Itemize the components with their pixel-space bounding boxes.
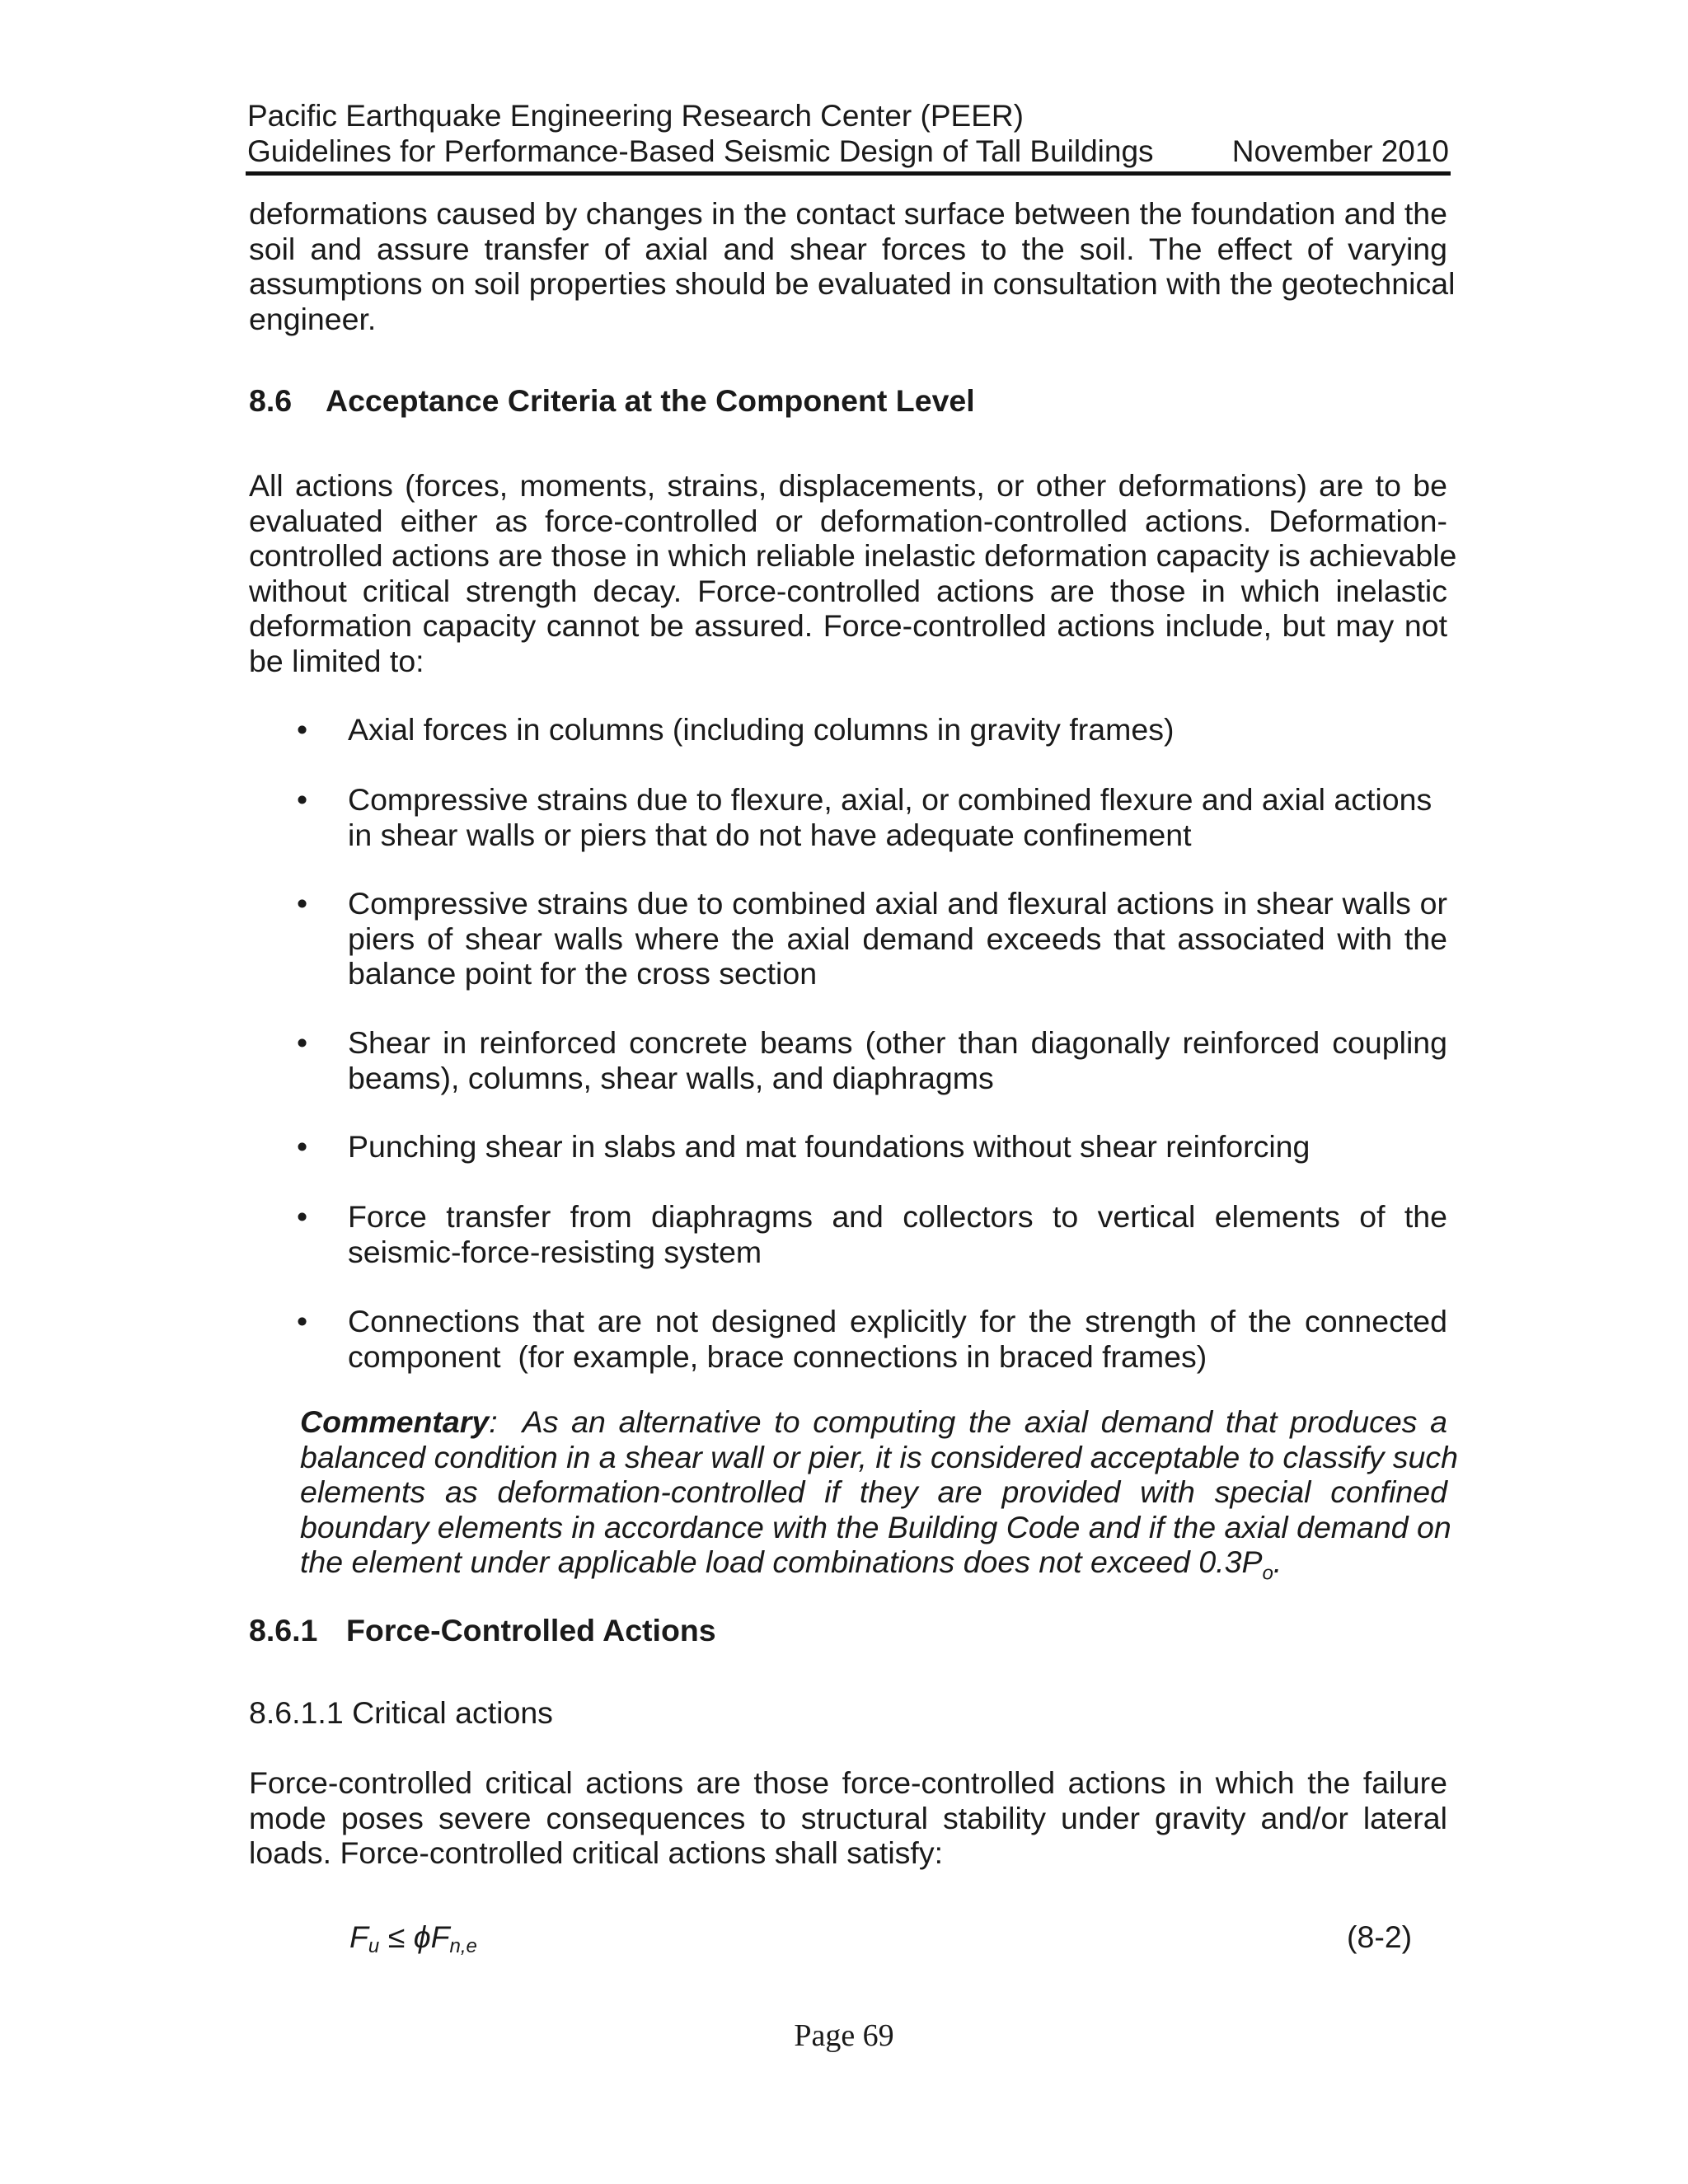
text-line: Compressive strains due to flexure, axial, or combined flexure and axial actions	[348, 782, 1432, 817]
bullet-item	[348, 782, 1447, 852]
text-line: Force transfer from diaphragms and collectors to vertical elements of the	[348, 1199, 1447, 1234]
equation-rhs: F	[430, 1919, 450, 1954]
text-line: without critical strength decay. Force-controlled actions are those in which inelastic	[249, 573, 1447, 608]
text-line: assumptions on soil properties should be evaluated in consultation with the geotechnical	[249, 266, 1456, 301]
equation	[349, 1919, 477, 1965]
text-line: in shear walls or piers that do not have adequate confinement	[348, 817, 1192, 852]
equation-number: (8-2)	[1347, 1919, 1413, 1954]
header-title-row	[247, 134, 1449, 170]
text-line: balanced condition in a shear wall or pier, it is considered acceptable to classify such	[300, 1439, 1458, 1474]
bullet-marker: •	[297, 712, 308, 747]
text-line: loads. Force-controlled critical actions shall satisfy:	[249, 1835, 943, 1870]
bullet-item	[348, 886, 1447, 991]
section-title: Acceptance Criteria at the Component Level	[326, 383, 975, 418]
text-line: Connections that are not designed explicitly for the strength of the connected	[348, 1304, 1447, 1338]
paragraph-critical	[249, 1765, 1447, 1871]
header-date: November 2010	[1231, 134, 1449, 168]
text-line: Shear in reinforced concrete beams (other than diagonally reinforced coupling	[348, 1025, 1447, 1060]
text-line: Punching shear in slabs and mat foundations without shear reinforcing	[348, 1129, 1311, 1164]
text-line: beams), columns, shear walls, and diaphragms	[348, 1060, 994, 1095]
text-line: Compressive strains due to combined axial and flexural actions in shear walls or	[348, 886, 1447, 921]
text-line: seismic-force-resisting system	[348, 1234, 762, 1269]
section-heading	[249, 382, 975, 419]
leq-symbol: ≤	[379, 1919, 414, 1954]
header-rule	[246, 171, 1451, 176]
text-line: mode poses severe consequences to structural stability under gravity and/or lateral	[249, 1800, 1447, 1835]
section-number: 8.6	[249, 383, 293, 418]
text-line: deformation capacity cannot be assured. Force-controlled actions include, but may not	[249, 608, 1447, 643]
text-line: All actions (forces, moments, strains, displacements, or other deformations) are to be	[249, 468, 1447, 503]
text-line: balance point for the cross section	[348, 956, 818, 991]
text-line: controlled actions are those in which reliable inelastic deformation capacity is achievable	[249, 538, 1457, 573]
subscript: u	[368, 1935, 380, 1957]
subsection-title: Force-Controlled Actions	[346, 1613, 716, 1647]
bullet-item	[348, 1129, 1447, 1165]
text-line: deformations caused by changes in the contact surface between the foundation and the	[249, 196, 1447, 231]
bullet-item	[348, 1304, 1447, 1374]
header-doc-title: Guidelines for Performance-Based Seismic Design of Tall Buildings	[247, 134, 1154, 168]
header-org: Pacific Earthquake Engineering Research Center (PEER)	[247, 99, 1024, 133]
commentary-last-line: the element under applicable load combinations does not exceed 0.3P	[300, 1544, 1263, 1579]
period: .	[1273, 1544, 1282, 1579]
subsection-number: 8.6.1	[249, 1613, 318, 1647]
commentary-first-line: : As an alternative to computing the axial demand that produces a	[489, 1404, 1447, 1439]
subscript: n,e	[449, 1935, 477, 1957]
text-line: component (for example, brace connections in braced frames)	[348, 1338, 1207, 1374]
commentary-block	[300, 1404, 1458, 1591]
bullet-marker: •	[297, 782, 308, 817]
text-line: elements as deformation-controlled if they are provided with special confined	[300, 1474, 1447, 1509]
text-line: be limited to:	[249, 643, 424, 678]
text-line: Force-controlled critical actions are those force-controlled actions in which the failure	[249, 1765, 1447, 1800]
bullet-item	[348, 1199, 1447, 1269]
bullet-marker: •	[297, 1025, 308, 1060]
equation-lhs: F	[349, 1919, 368, 1954]
commentary-label: Commentary	[300, 1404, 490, 1439]
page-number: Page 69	[794, 2018, 894, 2053]
text-line: soil and assure transfer of axial and shear forces to the soil. The effect of varying	[249, 231, 1447, 266]
text-line: evaluated either as force-controlled or deformation-controlled actions. Deformation-	[249, 503, 1447, 538]
bullet-marker: •	[297, 1129, 308, 1164]
text-line	[300, 1544, 1447, 1591]
text-line: piers of shear walls where the axial demand exceeds that associated with the	[348, 921, 1447, 956]
bullet-marker: •	[297, 1304, 308, 1338]
text-line	[300, 1404, 1447, 1440]
text-line: engineer.	[249, 301, 377, 336]
subsection-heading	[249, 1612, 716, 1648]
subsubsection-heading: 8.6.1.1 Critical actions	[249, 1695, 553, 1730]
phi-symbol: ϕ	[413, 1919, 431, 1954]
bullet-item	[348, 712, 1447, 748]
intro-paragraph	[249, 196, 1456, 336]
paragraph-actions	[249, 468, 1457, 678]
bullet-item	[348, 1025, 1447, 1095]
bullet-marker: •	[297, 886, 308, 921]
bullet-marker: •	[297, 1199, 308, 1234]
text-line: Axial forces in columns (including columns in gravity frames)	[348, 712, 1175, 747]
text-line: boundary elements in accordance with the Building Code and if the axial demand on	[300, 1509, 1451, 1544]
subscript: o	[1262, 1562, 1273, 1585]
